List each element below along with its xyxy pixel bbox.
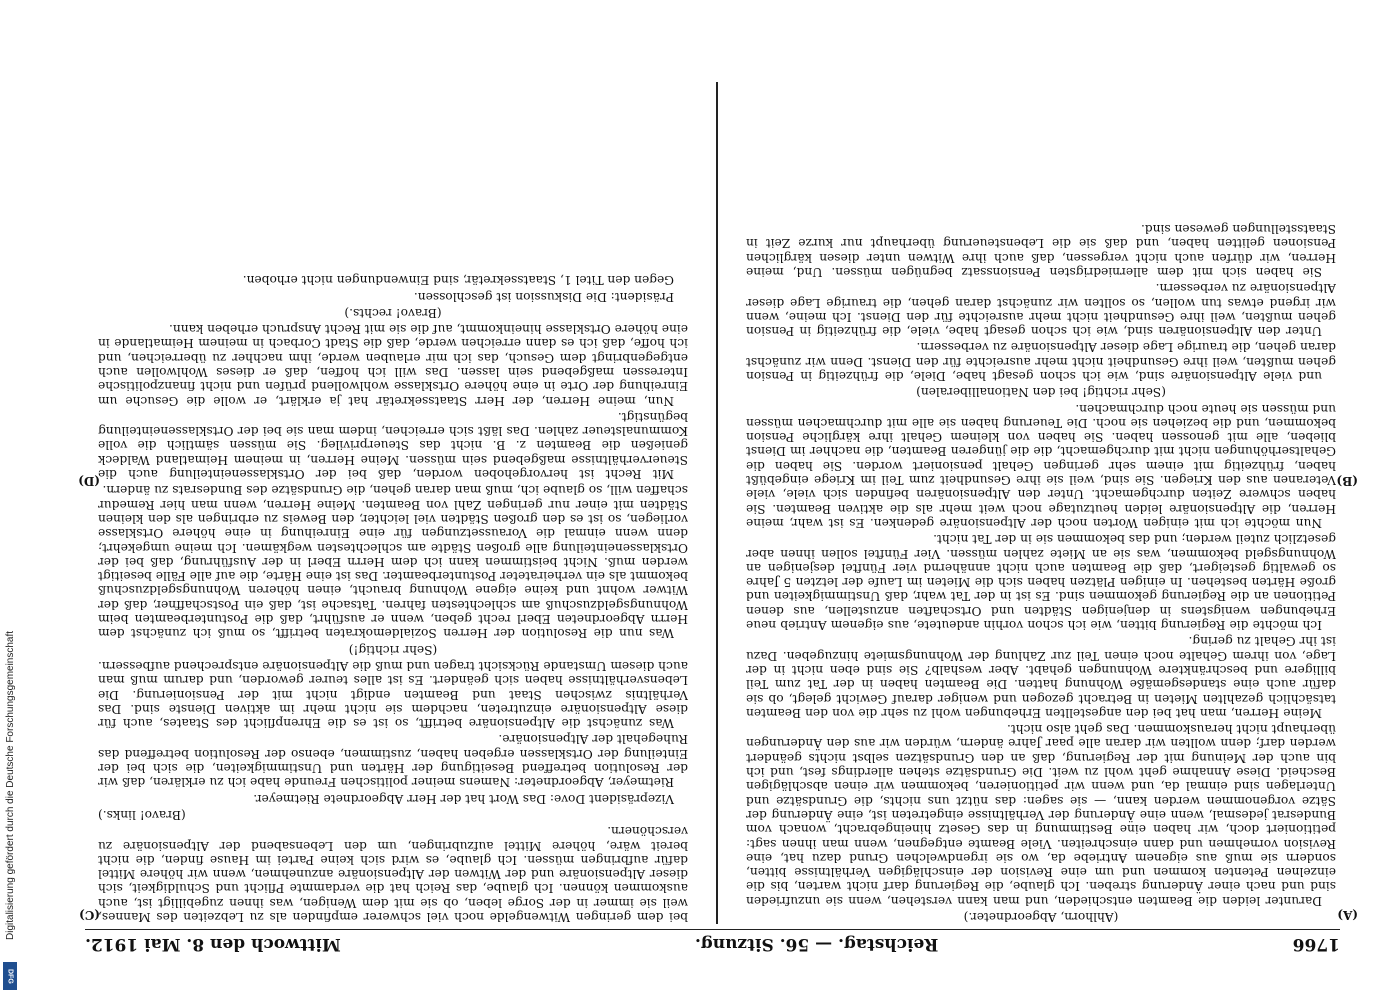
marker-d: (D): [78, 474, 100, 488]
paragraph: Ich möchte die Regierung bitten, wie ich schon vorhin andeutete, aus eigenem Antrieb neue Erhebungen wenigstens in denjenigen Städten und Ortschaften anzustellen, aus denen Petitionen an die Regierung gekommen sind. Es ist in der Tat wahr, daß Unstimmigkeiten und große Härten bestehen. In einigen Plätzen haben sich die Mieten im Laufe der letzten 5 Jahre so gewaltig gesteigert, daß die Beamten auch nicht annähernd vier Fünftel desjenigen an Wohnungsgeld bekommen, was sie an Miete zahlen müssen. Vier Fünftel sollen ihnen aber gesetzlich zuteil werden; und das bekommen sie in der Tat nicht.: [746, 532, 1336, 633]
document-page: [78, 78, 1358, 958]
paragraph: Nun möchte ich mit einigen Worten noch der Altpensionäre gedenken. Es ist wahr, meine Herren, die Altpensionäre leiden heutzutage noch weit mehr als die aktiven Beamten. Sie haben schwere Zeiten durchgemacht. Unter den Altpensionären befinden sich viele, viele Veteranen aus den Kriegen. Sie sind, weil sie ihre Gesundheit zum Teil im Kriege eingebüßt haben, frühzeitig mit einem sehr geringen Gehalt pensioniert worden. Sie haben die Gehaltserhöhungen nicht mit durchgemacht, die die jüngeren Beamten, die nachher im Dienst blieben, alle mit genossen haben. Sie haben von kleinem Gehalt ihre kärgliche Pension bekommen, und die beziehen sie noch. Die Teuerung haben sie alle mit durchmachen müssen und müssen sie heute noch durchmachen.: [746, 401, 1336, 530]
paragraph: bei dem geringen Witwengelde noch viel schwerer empfinden als zu Lebzeiten des Mannes, weil sie immer in der Sorge leben, ob sie mit dem Wenigen, was ihnen zugebilligt ist, auch auskommen können. Ich glaube, das Reich hat die verdammte Pflicht und Schuldigkeit, sich dieser Altpensionäre und der Witwen der Altpensionäre anzunehmen, wenn wir höhere Mittel dafür aufbringen müssen. Ich glaube, es wird sich keine Partei im Hause finden, die nicht bereit wäre, höhere Mittel aufzubringen, um den Lebensabend der Altpensionäre zu verschönern.: [98, 824, 688, 924]
interjection: (Sehr richtig! bei den Nationalliberalen): [916, 385, 1166, 400]
paragraph: Was nun die Resolution der Herren Sozialdemokraten betrifft, so muß ich zunächst dem Herrn Abgeordneten Eberl recht geben, wenn er ausführt, daß die Postunterbeamten beim Wohnungsgeldzuschuß am schlechtesten fahren. Tatsache ist, daß ein Postschaffner, daß der Witwer wohnt und keine eigene Wohnung braucht, einen höheren Wohnungsgeldzuschuß bekommt als ein verheirateter Postunterbeamter. Das ist eine Härte, die auf alle Fälle beseitigt werden muß. Nicht beistimmen kann ich dem Herrn Eberl in der Ausführung, daß bei der Ortsklasseneinteilung alle großen Städte am schlechtesten wegkämen. Ich meine umgekehrt; denn wenn einmal die Voraussetzungen für eine Einreihung in eine höhere Ortsklasse vorliegen, so ist es den großen Städten viel leichter, den Beweis zu erbringen als den kleinen Städten mit einer nur geringen Zahl von Beamten. Meine Herren, wenn man hier Remedur schaffen will, so glaube ich, muß man daran gehen, die Grundsätze des Bundesrats zu ändern.: [98, 483, 688, 641]
header-title: Reichstag. — 56. Sitzung.: [694, 934, 939, 954]
digitization-footer: [2, 200, 20, 980]
digitization-note: Digitalisierung gefördert durch die Deutsche Forschungsgemeinschaft: [5, 630, 16, 940]
president-statement: Gegen den Titel 1, Staatssekretär, sind Einwendungen nicht erhoben.: [242, 273, 674, 288]
page-number: 1766: [1292, 934, 1340, 954]
marker-a: (A): [1337, 908, 1358, 922]
paragraph: Nun, meine Herren, der Herr Staatssekretär hat ja erklärt, er wolle die Gesuche um Einreihung der Orte in eine höhere Ortsklasse wohlwollend prüfen und nicht finanzpolitische Interessen maßgebend sein lassen. Das will ich hoffen, daß er dieses Wohlwollen auch entgegenbringt dem Gesuch, das ich mir erlauben werde, ihm nachher zu überreichen, und ich hoffe, daß ich es dann erreichen werde, daß die Stadt Corbach in meinem Heimatlande in eine höhere Ortsklasse hineinkommt, auf die sie mit Recht Anspruch erheben kann.: [98, 322, 688, 408]
paragraph: Sie haben sich mit dem allerniedrigsten Pensionssatz begnügen müssen. Und, meine Herren, wir dürfen auch nicht vergessen, daß auch ihre Witwen unter diesen kärglichen Pensionen gelitten haben, und daß sie die Lebensteuerung überhaupt nur kurze Zeit in Staatsstellungen gewesen sind.: [746, 222, 1336, 279]
header-date: Mittwoch den 8. Mai 1912.: [85, 934, 341, 954]
paragraph: Meine Herren, man hat bei den angestellten Erhebungen wohl zu sehr die von den Beamten tatsächlich gezahlten Mieten in Betracht gezogen und weniger darauf Gewicht gelegt, ob sie dafür auch eine standesgemäße Wohnung hatten. Die Beamten haben in der Tat zum Teil billigere und beschränktere Wohnungen gehabt. Aber weshalb? Sie sind eben nicht in der Lage, von ihrem Gehalte noch einen Teil zur Zahlung der Wohnungsmiete hinzugeben. Dazu ist ihr Gehalt zu gering.: [746, 634, 1336, 720]
paragraph: Was zunächst die Altpensionäre betrifft, so ist es die Ehrenpflicht des Staates, auch für diese Altpensionäre einzutreten, nachdem sie nicht mehr im aktiven Dienste sind. Das Verhältnis zwischen Staat und Beamten endigt nicht mit der Pensionierung. Die Lebensverhältnisse haben sich geändert. Es ist alles teurer geworden, und darum muß man auch diesem Umstande Rücksicht tragen und muß die Altpensionäre entsprechend aufbessern.: [98, 658, 688, 731]
page-header: [85, 929, 1340, 958]
paragraph: und viele Altpensionäre sind, wie ich schon gesagt habe, Diele, die frühzeitig in Pension gehen mußten, weil ihre Gesundheit nicht mehr ausreichte für den Dienst. Denn wir zunächst daran gehen, die traurige Lage dieser Altpensionäre zu verbessern.: [746, 340, 1336, 384]
marker-b: (B): [1336, 474, 1358, 488]
interjection: (Bravo! rechts.): [344, 305, 442, 320]
paragraph: Unter den Altpensionären sind, wie ich schon gesagt habe, viele, die frühzeitig in Pension gehen mußten, weil ihre Gesundheit nicht mehr ausreichte für den Dienst. Ich meine, wenn wir irgend etwas tun wollen, so sollten wir zunächst daran gehen, die traurige Lage dieser Altpensionäre zu verbessern.: [746, 281, 1336, 339]
interjection: (Sehr richtig!): [348, 642, 438, 657]
paragraph: Rietmeyer, Abgeordneter: Namens meiner politischen Freunde habe ich zu erklären, daß wir der Resolution betreffend Beseitigung der Härten und Unstimmigkeiten, die sich bei der Einteilung der Ortsklassen ergeben haben, zustimmen, ebenso der Resolution betreffend das Ruhegehalt der Altpensionäre.: [98, 732, 688, 790]
left-column: [746, 82, 1336, 924]
dfg-logo: DFG: [3, 962, 17, 990]
interjection: (Bravo! links.): [98, 807, 186, 822]
right-column: [98, 82, 688, 924]
president-statement: Präsident: Die Diskussion ist geschlossen.: [413, 289, 674, 304]
speaker-intro: Vizepräsident Dove: Das Wort hat der Herr Abgeordnete Rietmeyer.: [253, 791, 674, 806]
marker-c: (C): [79, 908, 100, 922]
speaker-note: (Ahlhorn, Abgeordneter.): [963, 910, 1119, 924]
paragraph: Mit Recht ist hervorgehoben worden, daß bei der Ortsklasseneinteilung auch die Steuerverhältnisse maßgebend sein müssen. Meine Herren, in meinem Heimatland Waldeck genießen die Beamten z. B. nicht das Steuerprivileg. Sie müssen sämtlich die volle Kommunalsteuer zahlen. Das läßt sich erreichen, indem man sie bei der Ortsklasseneinteilung begünstigt.: [98, 409, 688, 482]
paragraph: Darunter leiden die Beamten entschieden, und man kann verstehen, wenn sie unzufrieden sind und nach einer Änderung streben. Ich glaube, die Regierung darf nicht warten, bis die einzelnen Petenten kommen und um eine Revision der einschlägigen Verhältnisse bitten, sondern sie muß aus eigenem Antriebe da, wo sie irgendwelchen Grund dazu hat, eine Revision vornehmen und dann einschreiten. Viele Beamte entgegnen, wenn man ihnen sagt: petitioniert doch, wir haben eine Bestimmung in das Gesetz hineingebracht, wonach vom Bundesrat jedesmal, wenn eine Änderung der Verhältnisse eingetreten ist, eine Änderung der Sätze vorgenommen werden kann, — sie sagen: das nützt uns nichts, die Grundsätze und Unterlagen sind einmal da, und wenn wir petitionieren, bekommen wir einen abschlägigen Bescheid. Diese Annahme geht wohl zu weit. Die Grundsätze stehen allerdings fest, und ich bin auch der Meinung mit der Regierung, daß an den Grundsätzen selbst nichts geändert werden darf; denn wollten wir daran alle paar Jahre ändern, würden wir aus den Änderungen überhaupt nicht herauskommen. Das geht also nicht.: [746, 722, 1336, 908]
column-divider: [716, 82, 718, 924]
